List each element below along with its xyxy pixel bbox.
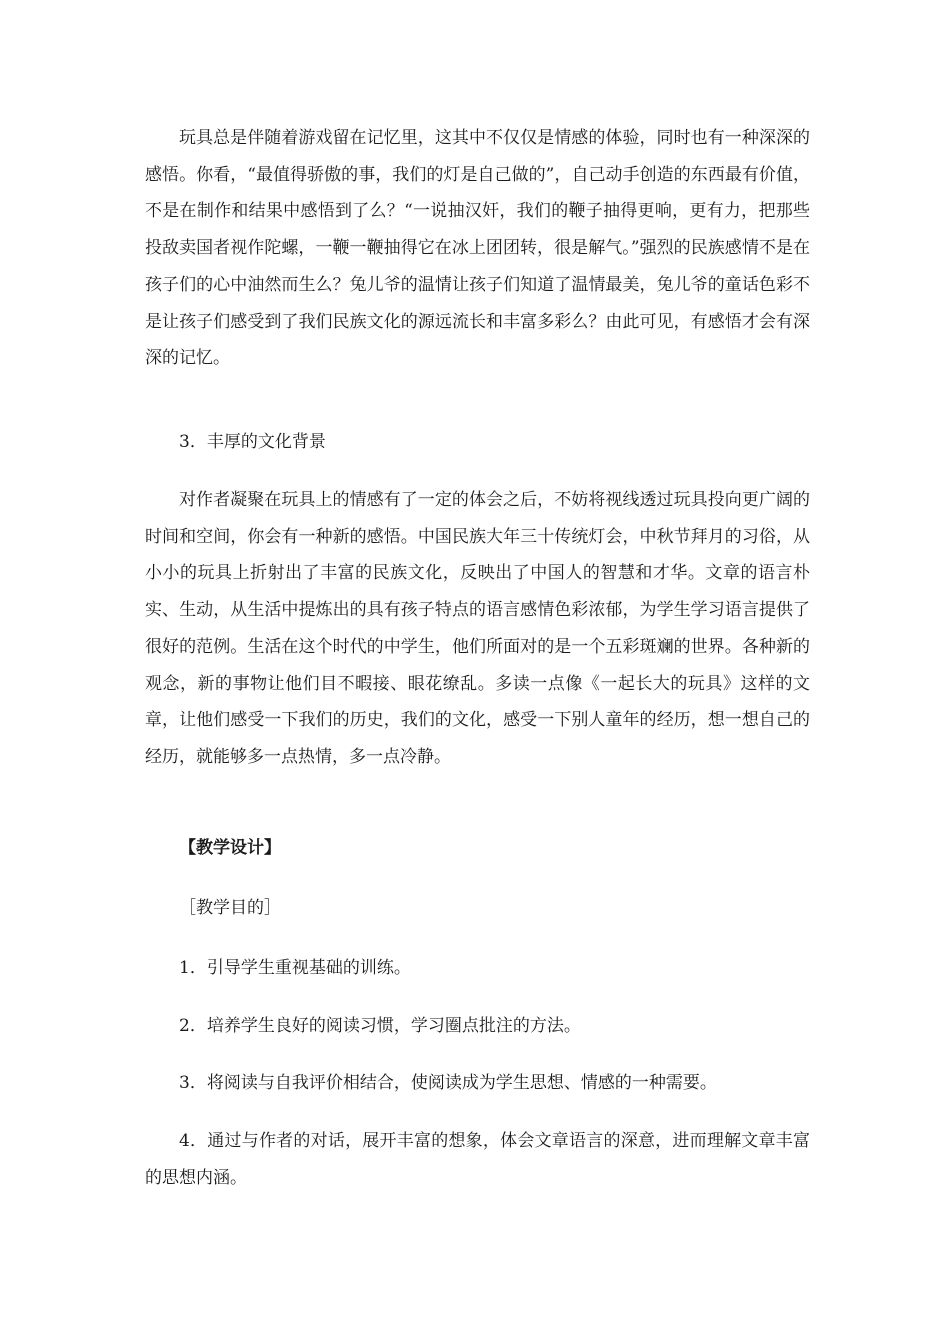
heading-cultural-background: 3．丰厚的文化背景 (179, 432, 326, 452)
goal-item-2: 2．培养学生良好的阅读习惯，学习圈点批注的方法。 (179, 1016, 581, 1036)
goal-item-4: 4．通过与作者的对话，展开丰富的想象，体会文章语言的深意，进而理解文章丰富的思想内涵。 (145, 1131, 810, 1188)
section-title-teaching-design: 【教学设计】 (179, 838, 281, 858)
goal-item-1: 1．引导学生重视基础的训练。 (179, 958, 411, 978)
goal-item-3: 3．将阅读与自我评价相结合，使阅读成为学生思想、情感的一种需要。 (179, 1073, 717, 1093)
paragraph-culture: 对作者凝聚在玩具上的情感有了一定的体会之后，不妨将视线透过玩具投向更广阔的时间和空间，你会有一种新的感悟。中国民族大年三十传统灯会，中秋节拜月的习俗，从小小的玩具上折射出了丰富的民族文化，反映出了中国人的智慧和才华。文章的语言朴实、生动，从生活中提炼出的具有孩子特点的语言感情色彩浓郁，为学生学习语言提供了很好的范例。生活在这个时代的中学生，他们所面对的是一个五彩斑斓的世界。各种新的观念，新的事物让他们目不暇接、眼花缭乱。多读一点像《一起长大的玩具》这样的文章，让他们感受一下我们的历史，我们的文化，感受一下别人童年的经历，想一想自己的经历，就能够多一点热情，多一点冷静。 (145, 490, 810, 767)
subsection-title-teaching-goals: ［教学目的］ (179, 898, 281, 918)
paragraph-insight: 玩具总是伴随着游戏留在记忆里，这其中不仅仅是情感的体验，同时也有一种深深的感悟。你看，“最值得骄傲的事，我们的灯是自己做的”，自己动手创造的东西最有价值，不是在制作和结果中感悟到了么？“一说抽汉奸，我们的鞭子抽得更响，更有力，把那些投敌卖国者视作陀螺，一鞭一鞭抽得它在冰上团团转，很是解气。”强烈的民族感情不是在孩子们的心中油然而生么？兔儿爷的温情让孩子们知道了温情最美，兔儿爷的童话色彩不是让孩子们感受到了我们民族文化的源远流长和丰富多彩么？由此可见，有感悟才会有深深的记忆。 (145, 128, 810, 369)
